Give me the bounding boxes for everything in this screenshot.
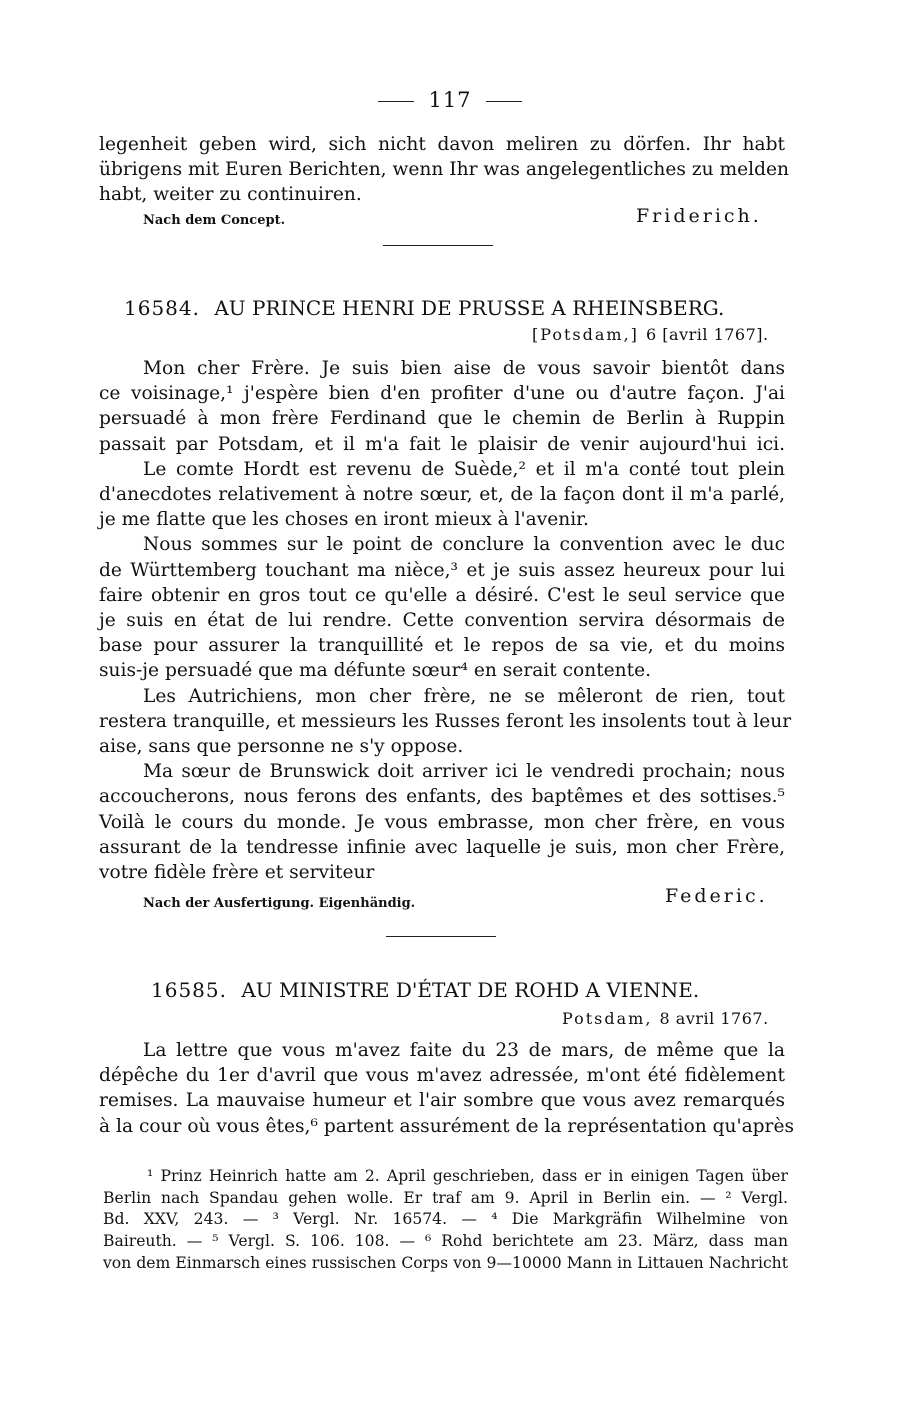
text-line: Le comte Hordt est revenu de Suède,² et il m'a conté tout plein: [143, 458, 785, 480]
text-line: assurant de la tendresse infinie avec laquelle je suis, mon cher Frère,: [99, 836, 785, 858]
text-line: habt, weiter zu continuiren.: [99, 184, 362, 206]
header-dash-left: [378, 101, 414, 102]
page-number: 117: [428, 88, 472, 112]
footnote-line: Baireuth. — ⁵ Vergl. S. 106. 108. — ⁶ Rohd berichtete am 23. März, dass man: [103, 1232, 788, 1251]
footnote-line: Bd. XXV, 243. — ³ Vergl. Nr. 16574. — ⁴ Die Markgräfin Wilhelmine von: [103, 1210, 788, 1229]
footnote-line: von dem Einmarsch eines russischen Corps von 9—10000 Mann in Littauen Nachricht: [103, 1253, 788, 1272]
letter-heading: [124, 296, 810, 320]
letter-title: AU PRINCE HENRI DE PRUSSE A RHEINSBERG.: [214, 296, 725, 320]
text-line: passait par Potsdam, et il m'a fait le plaisir de venir aujourd'hui ici.: [99, 433, 785, 455]
footnote-line: ¹ Prinz Heinrich hatte am 2. April geschrieben, dass er in einigen Tagen über: [147, 1167, 788, 1185]
letter-heading: [151, 978, 837, 1002]
text-line: aise, sans que personne ne s'y oppose.: [99, 736, 464, 758]
section-divider: [386, 936, 496, 937]
section-divider: [383, 245, 493, 246]
text-line: legenheit geben wird, sich nicht davon meliren zu dörfen. Ihr habt: [99, 134, 785, 155]
text-line: base pour assurer la tranquillité et le repos de sa vie, et du moins: [99, 635, 785, 657]
letter-title: AU MINISTRE D'ÉTAT DE ROHD A VIENNE.: [241, 978, 700, 1002]
letter-dateline: [562, 1009, 769, 1028]
text-line: La lettre que vous m'avez faite du 23 de mars, de même que la: [143, 1040, 785, 1061]
text-line: Mon cher Frère. Je suis bien aise de vous savoir bientôt dans: [143, 358, 785, 379]
text-line: persuadé à mon frère Ferdinand que le chemin de Berlin à Ruppin: [99, 408, 785, 430]
letter-dateline: [532, 325, 769, 344]
header-dash-right: [486, 101, 522, 102]
text-line: Voilà le cours du monde. Je vous embrasse, mon cher frère, en vous: [99, 811, 785, 833]
continuation-text: [99, 132, 790, 208]
letter-date: 8 avril 1767.: [659, 1009, 769, 1028]
text-line: je me flatte que les choses en iront mieux à l'avenir.: [99, 509, 589, 531]
text-line: restera tranquille, et messieurs les Russes feront les insolents tout à leur: [99, 710, 792, 732]
letter-place: [Potsdam,]: [532, 325, 639, 344]
text-line: de Württemberg touchant ma nièce,³ et je suis assez heureux pour lui: [99, 559, 785, 581]
text-line: Les Autrichiens, mon cher frère, ne se mêleront de rien, tout: [143, 685, 785, 707]
text-line: votre fidèle frère et serviteur: [99, 862, 375, 884]
text-line: Ma sœur de Brunswick doit arriver ici le vendredi prochain; nous: [143, 761, 785, 783]
letter-body: [99, 356, 792, 885]
source-note: Nach dem Concept.: [143, 213, 286, 228]
source-note: Nach der Ausfertigung. Eigenhändig.: [143, 896, 416, 911]
letter-number: 16585.: [151, 978, 227, 1002]
letter-date: 6 [avril 1767].: [646, 325, 769, 344]
text-line: suis-je persuadé que ma défunte sœur⁴ en serait contente.: [99, 660, 652, 682]
text-line: dépêche du 1er d'avril que vous m'avez adressée, m'ont été fidèlement: [99, 1065, 785, 1087]
text-line: accoucherons, nous ferons des enfants, des baptêmes et des sottises.⁵: [99, 786, 785, 808]
text-line: à la cour où vous êtes,⁶ partent assurément de la représentation qu'après: [99, 1115, 794, 1137]
signature: Federic.: [665, 885, 768, 907]
text-line: je suis en état de lui rendre. Cette convention servira désormais de: [99, 610, 785, 632]
text-line: Nous sommes sur le point de conclure la convention avec le duc: [143, 534, 785, 556]
letter-place: Potsdam,: [562, 1009, 653, 1028]
page-header: [0, 88, 900, 112]
footnote-line: Berlin nach Spandau gehen wolle. Er traf am 9. April in Berlin ein. — ² Vergl.: [103, 1188, 788, 1207]
footnotes: [103, 1166, 788, 1275]
letter-number: 16584.: [124, 296, 200, 320]
text-line: ce voisinage,¹ j'espère bien d'en profiter d'une ou d'autre façon. J'ai: [99, 383, 785, 405]
text-line: übrigens mit Euren Berichten, wenn Ihr was angelegentliches zu melden: [99, 159, 790, 181]
letter-body: [99, 1038, 794, 1139]
text-line: d'anecdotes relativement à notre sœur, et, de la façon dont il m'a parlé,: [99, 484, 785, 506]
text-line: remises. La mauvaise humeur et l'air sombre que vous avez remarqués: [99, 1090, 785, 1112]
text-line: faire obtenir en gros tout ce qu'elle a désiré. C'est le seul service que: [99, 584, 785, 606]
signature: Friderich.: [636, 205, 762, 227]
